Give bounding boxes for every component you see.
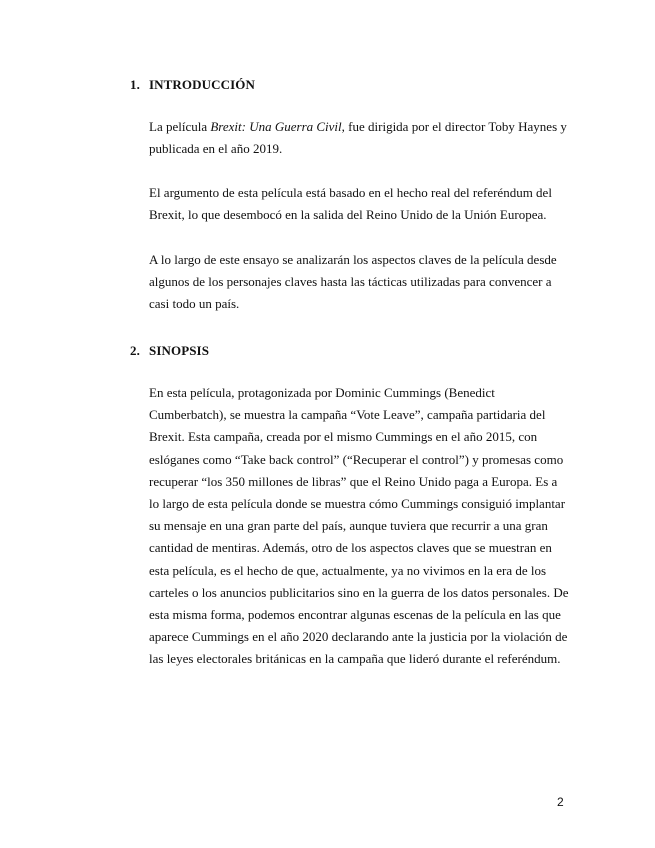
text-line: carteles o los anuncios publicitarios sino en la guerra de los datos personales. De xyxy=(149,584,569,600)
text-line: Cumberbatch), se muestra la campaña “Vote Leave”, campaña partidaria del xyxy=(149,407,546,423)
film-title-italic: Brexit: Una Guerra Civil xyxy=(210,119,342,134)
text-line: esta película, es el hecho de que, actualmente, ya no vivimos en la era de los xyxy=(149,562,547,578)
text-line: algunos de los personajes claves hasta las tácticas utilizadas para convencer a xyxy=(149,274,552,290)
paragraph-intro-argument xyxy=(149,182,569,226)
text-line: Brexit, lo que desembocó en la salida del Reino Unido de la Unión Europea. xyxy=(149,207,547,223)
page-number: 2 xyxy=(557,795,564,809)
text-line: En esta película, protagonizada por Dominic Cummings (Benedict xyxy=(149,385,495,400)
text-line: publicada en el año 2019. xyxy=(149,141,283,157)
section-heading-sinopsis xyxy=(130,343,209,359)
text-line: eslóganes como “Take back control” (“Recuperar el control”) y promesas como xyxy=(149,451,564,467)
text-run: La película xyxy=(149,119,211,134)
section-title: SINOPSIS xyxy=(149,343,210,358)
text-run: , fue dirigida por el director Toby Haynes y xyxy=(341,119,567,134)
paragraph-intro-essay xyxy=(149,249,569,316)
text-line: las leyes electorales británicas en la campaña que lideró durante el referéndum. xyxy=(149,651,561,667)
section-number: 1. xyxy=(130,77,140,92)
paragraph-intro-film xyxy=(149,116,569,160)
text-line: su mensaje en una gran parte del país, aunque tuviera que recurrir a una gran xyxy=(149,518,548,534)
text-line: lo largo de esta película donde se muestra cómo Cummings consiguió implantar xyxy=(149,496,566,512)
section-heading-introduccion xyxy=(130,77,255,93)
text-line: aparece Cummings en el año 2020 declarando ante la justicia por la violación de xyxy=(149,629,568,645)
text-line: esta misma forma, podemos encontrar algunas escenas de la película en las que xyxy=(149,607,561,623)
section-number: 2. xyxy=(130,343,140,358)
section-title: INTRODUCCIÓN xyxy=(149,77,255,92)
text-line: El argumento de esta película está basado en el hecho real del referéndum del xyxy=(149,185,552,200)
text-line: Brexit. Esta campaña, creada por el mismo Cummings en el año 2015, con xyxy=(149,429,538,445)
text-line: casi todo un país. xyxy=(149,296,240,312)
text-line: A lo largo de este ensayo se analizarán los aspectos claves de la película desde xyxy=(149,252,557,267)
text-line: cantidad de mentiras. Además, otro de los aspectos claves que se muestran en xyxy=(149,540,552,556)
text-line: recuperar “los 350 millones de libras” que el Reino Unido paga a Europa. Es a xyxy=(149,473,558,489)
text-line xyxy=(149,116,569,138)
paragraph-sinopsis xyxy=(149,382,569,671)
